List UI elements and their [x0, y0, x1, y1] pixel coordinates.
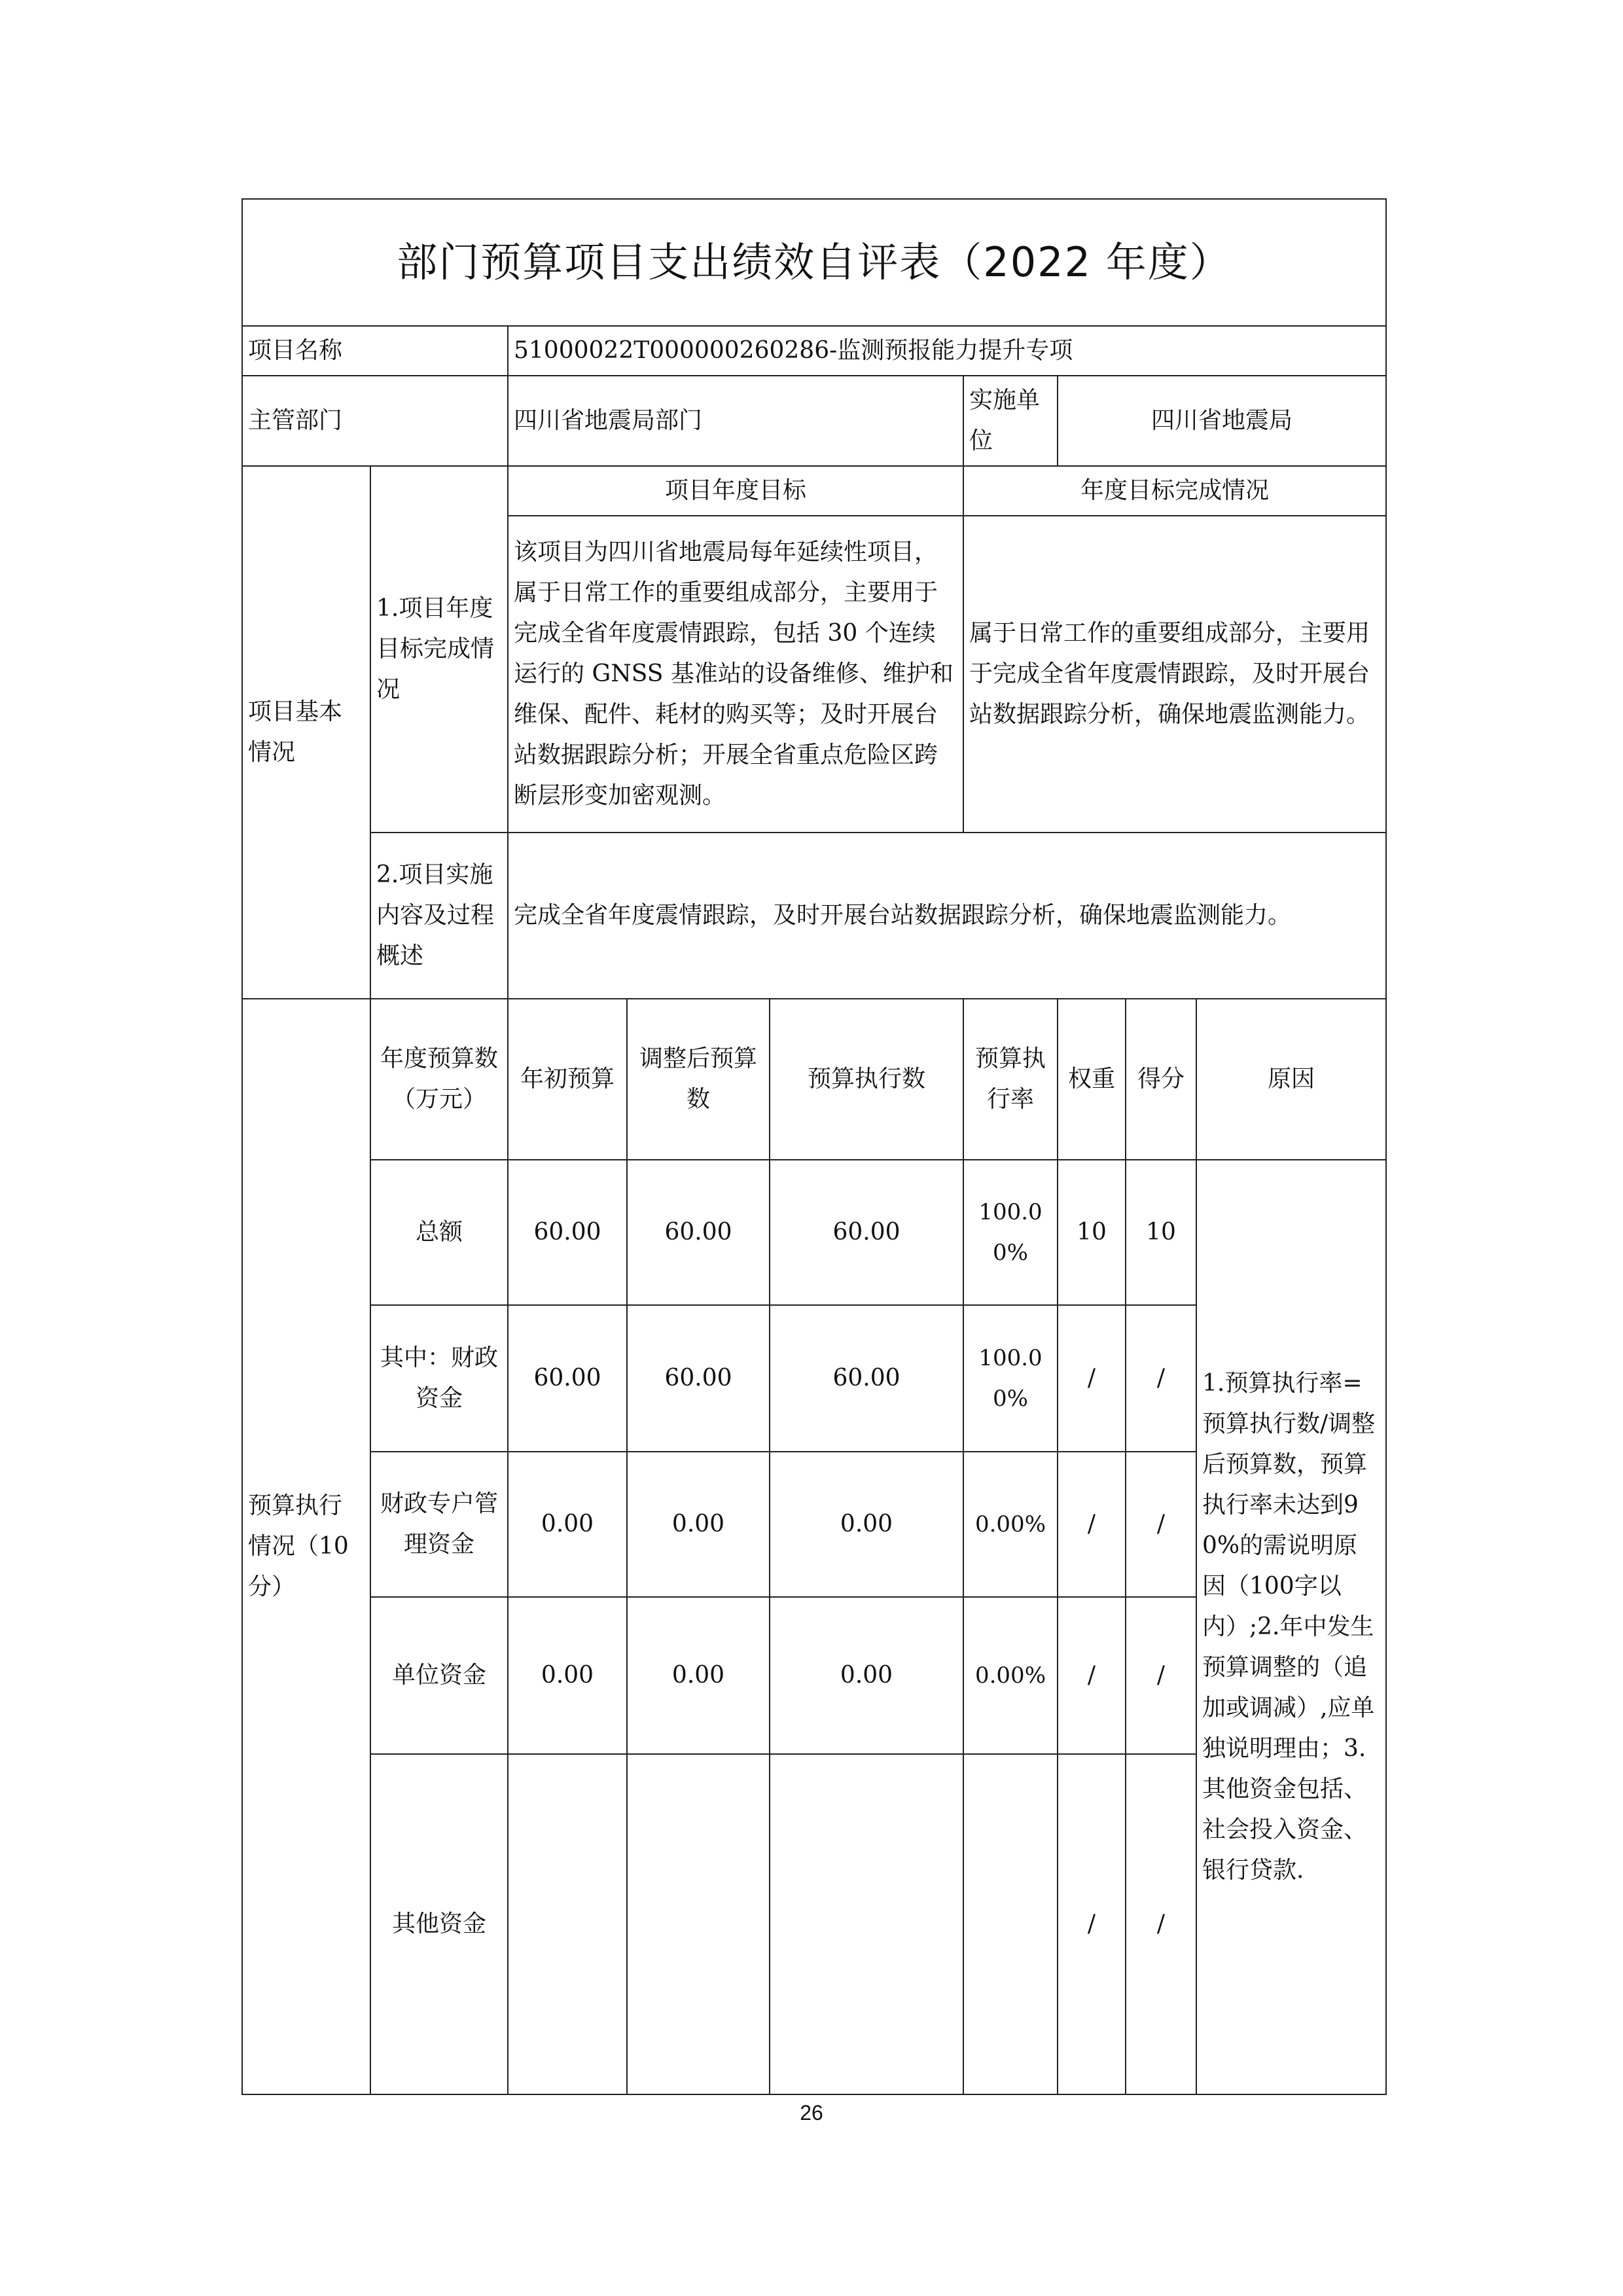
row-score: /: [1126, 1305, 1196, 1452]
row-name: 总额: [370, 1160, 508, 1305]
row-name: 财政专户管理资金: [370, 1452, 508, 1597]
reason-text: 1.预算执行率=预算执行数/调整后预算数，预算执行率未达到90%的需说明原因（100字以内）;2.年中发生预算调整的（追加或调减）,应单独说明理由；3.其他资金包括、社会投入资金、银行贷款.: [1196, 1160, 1386, 2094]
row-name: 其中：财政资金: [370, 1305, 508, 1452]
row-initial: 60.00: [508, 1305, 627, 1452]
row-score: /: [1126, 1754, 1196, 2094]
row-adjusted: 0.00: [627, 1597, 770, 1754]
row-rate: 100.00%: [963, 1160, 1058, 1305]
row-rate: 0.00%: [963, 1597, 1058, 1754]
header-annual-budget: 年度预算数（万元）: [370, 999, 508, 1160]
row-adjusted: 60.00: [627, 1160, 770, 1305]
goal-completion-text: 属于日常工作的重要组成部分，主要用于完成全省年度震情跟踪，及时开展台站数据跟踪分析，确保地震监测能力。: [963, 516, 1386, 833]
row-initial: 60.00: [508, 1160, 627, 1305]
header-weight: 权重: [1058, 999, 1126, 1160]
row-initial: 0.00: [508, 1452, 627, 1597]
row-name: 单位资金: [370, 1597, 508, 1754]
implementation-label: 2.项目实施内容及过程概述: [370, 833, 508, 999]
supervising-dept-value: 四川省地震局部门: [508, 376, 963, 466]
row-executed: [770, 1754, 963, 2094]
row-initial: [508, 1754, 627, 2094]
annual-goal-label: 1.项目年度目标完成情况: [370, 466, 508, 833]
header-execution-rate: 预算执行率: [963, 999, 1058, 1160]
header-reason: 原因: [1196, 999, 1386, 1160]
row-weight: 10: [1058, 1160, 1126, 1305]
col-goal-completion: 年度目标完成情况: [963, 466, 1386, 516]
project-name-label: 项目名称: [242, 326, 508, 376]
supervising-dept-label: 主管部门: [242, 376, 508, 466]
row-score: 10: [1126, 1160, 1196, 1305]
implementation-text: 完成全省年度震情跟踪，及时开展台站数据跟踪分析，确保地震监测能力。: [508, 833, 1386, 999]
row-executed: 60.00: [770, 1305, 963, 1452]
header-initial-budget: 年初预算: [508, 999, 627, 1160]
row-executed: 0.00: [770, 1597, 963, 1754]
implementing-unit-value: 四川省地震局: [1058, 376, 1386, 466]
row-rate: 100.00%: [963, 1305, 1058, 1452]
row-adjusted: [627, 1754, 770, 2094]
annual-target-text: 该项目为四川省地震局每年延续性项目，属于日常工作的重要组成部分，主要用于完成全省年度震情跟踪，包括 30 个连续运行的 GNSS 基准站的设备维修、维护和维保、配件、耗材的购买等；及时开展台站数据跟踪分析；开展全省重点危险区跨断层形变加密观测。: [508, 516, 963, 833]
header-adjusted-budget: 调整后预算数: [627, 999, 770, 1160]
row-weight: /: [1058, 1597, 1126, 1754]
row-executed: 60.00: [770, 1160, 963, 1305]
row-rate: 0.00%: [963, 1452, 1058, 1597]
row-initial: 0.00: [508, 1597, 627, 1754]
row-executed: 0.00: [770, 1452, 963, 1597]
table-row: [242, 1160, 1386, 1305]
basic-info-label: 项目基本情况: [242, 466, 370, 999]
row-score: /: [1126, 1452, 1196, 1597]
col-annual-target: 项目年度目标: [508, 466, 963, 516]
row-rate: [963, 1754, 1058, 2094]
row-adjusted: 0.00: [627, 1452, 770, 1597]
row-weight: /: [1058, 1305, 1126, 1452]
page-number: 26: [800, 2101, 823, 2125]
implementing-unit-label: 实施单位: [963, 376, 1058, 466]
project-name-value: 51000022T000000260286-监测预报能力提升专项: [508, 326, 1386, 376]
row-adjusted: 60.00: [627, 1305, 770, 1452]
table-title: 部门预算项目支出绩效自评表（2022 年度）: [242, 199, 1386, 326]
row-weight: /: [1058, 1452, 1126, 1597]
row-score: /: [1126, 1597, 1196, 1754]
header-executed: 预算执行数: [770, 999, 963, 1160]
row-name: 其他资金: [370, 1754, 508, 2094]
budget-execution-label: 预算执行情况（10 分）: [242, 999, 370, 2094]
header-score: 得分: [1126, 999, 1196, 1160]
row-weight: /: [1058, 1754, 1126, 2094]
performance-self-evaluation-table: [241, 198, 1387, 2095]
